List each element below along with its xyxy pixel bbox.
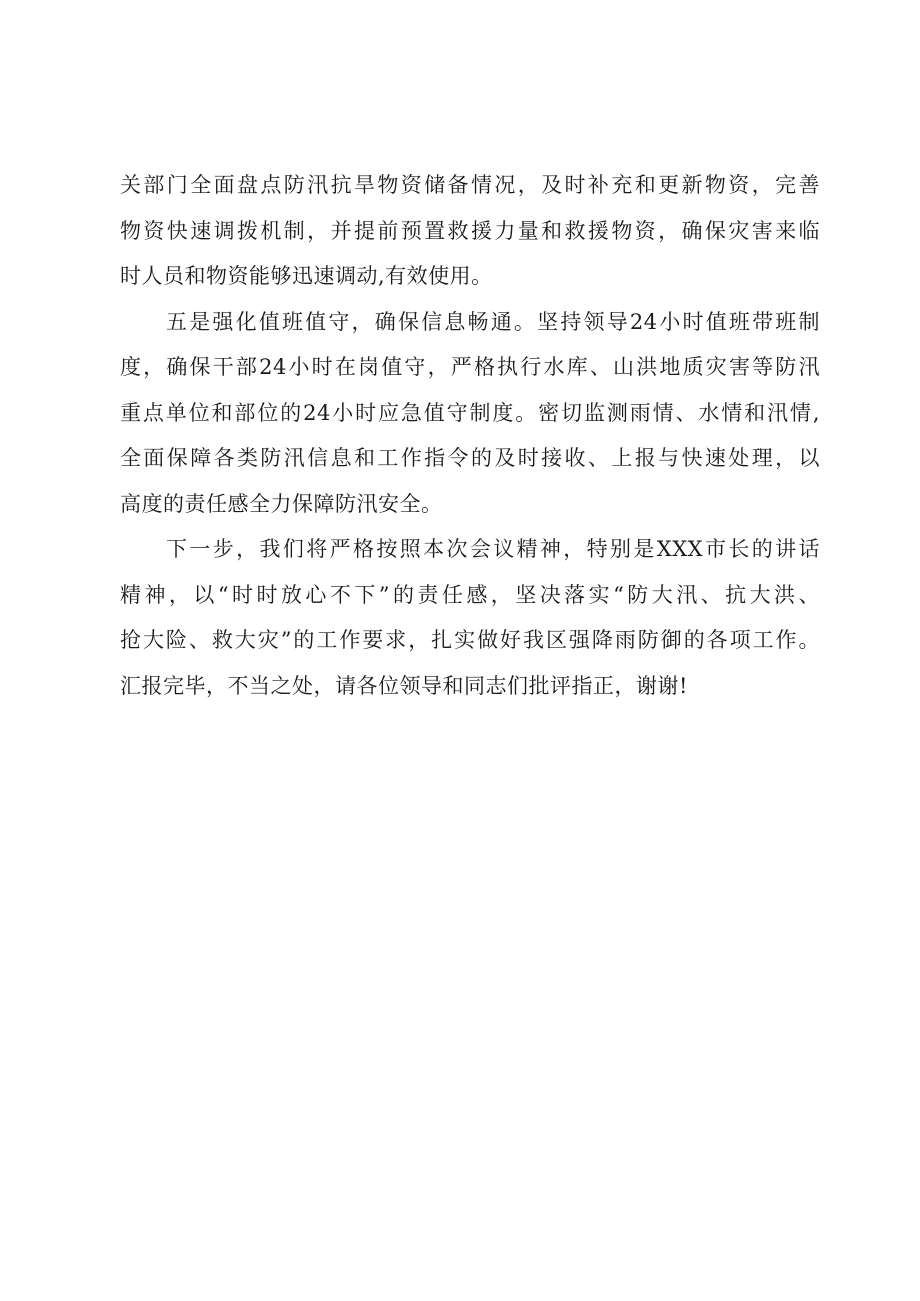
text-line: 精神，以“时时放心不下”的责任感，坚决落实“防大汛、抗大洪、: [120, 582, 820, 607]
text-line: 度，确保干部24小时在岗值守，严格执行水库、山洪地质灾害等防汛: [120, 355, 820, 379]
paragraph-3: [120, 527, 820, 709]
text-line: 重点单位和部位的24小时应急值守制度。密切监测雨情、水情和汛情,: [120, 400, 820, 425]
text-line: 高度的责任感全力保障防汛安全。: [120, 491, 443, 516]
paragraph-1: [120, 163, 820, 300]
text-line: 五是强化值班值守，确保信息畅通。坚持领导24小时值班带班制: [166, 309, 820, 334]
text-line: 下一步，我们将严格按照本次会议精神，特别是XXX市长的讲话: [166, 537, 820, 561]
text-line: 物资快速调拨机制，并提前预置救援力量和救援物资，确保灾害来临: [120, 218, 820, 243]
text-line: 时人员和物资能够迅速调动,有效使用。: [120, 264, 493, 288]
text-line: 汇报完毕，不当之处，请各位领导和同志们批评指正，谢谢!: [120, 673, 688, 698]
text-line: 全面保障各类防汛信息和工作指令的及时接收、上报与快速处理，以: [120, 446, 820, 470]
paragraph-2: [120, 300, 820, 528]
document-body: [120, 163, 820, 709]
text-line: 关部门全面盘点防汛抗旱物资储备情况，及时补充和更新物资，完善: [120, 173, 820, 197]
text-line: 抢大险、救大灾”的工作要求，扎实做好我区强降雨防御的各项工作。: [120, 628, 820, 652]
